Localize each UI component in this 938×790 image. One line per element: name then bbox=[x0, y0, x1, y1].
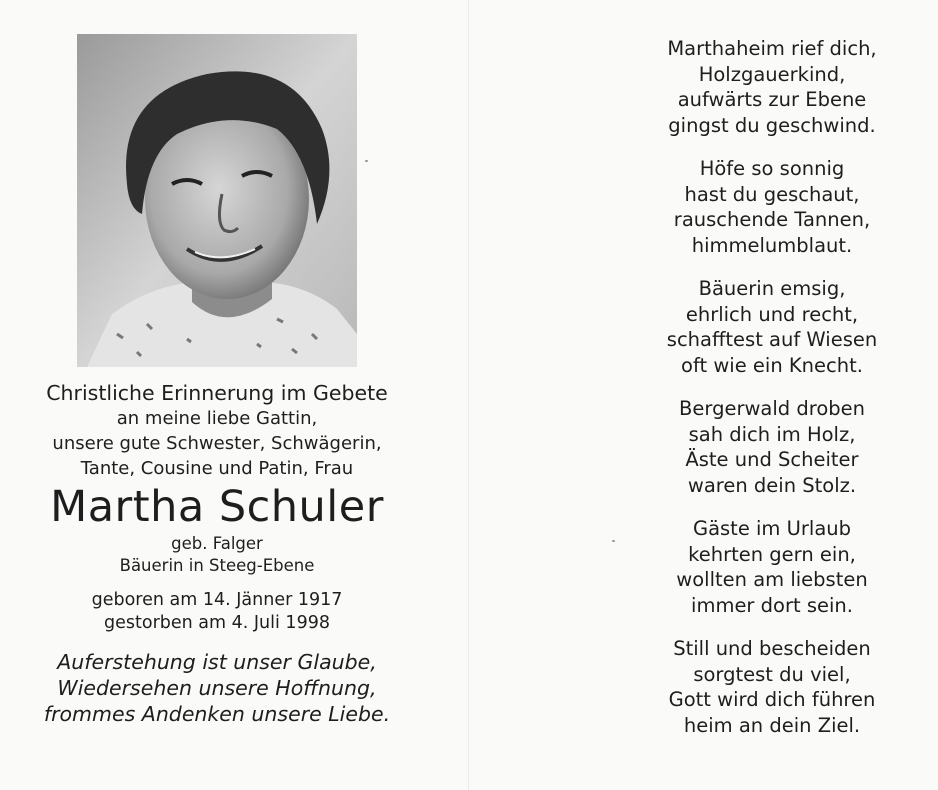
poem-line: immer dort sein. bbox=[691, 593, 853, 617]
motto-line: Auferstehung ist unser Glaube, bbox=[57, 650, 377, 674]
card-text bbox=[22, 380, 412, 727]
portrait-photo bbox=[77, 34, 357, 367]
maiden-name: geb. Falger bbox=[171, 534, 263, 553]
dedication-line: Tante, Cousine und Patin, Frau bbox=[80, 458, 354, 479]
death-date: gestorben am 4. Juli 1998 bbox=[104, 613, 330, 633]
poem-line: sah dich im Holz, bbox=[688, 422, 856, 446]
poem-line: oft wie ein Knecht. bbox=[681, 353, 863, 377]
motto bbox=[22, 649, 412, 727]
poem-line: waren dein Stolz. bbox=[687, 473, 857, 497]
poem-line: wollten am liebsten bbox=[676, 568, 868, 591]
poem-line: Äste und Scheiter bbox=[685, 448, 859, 471]
poem-stanza bbox=[622, 276, 922, 378]
poem-line: Bergerwald droben bbox=[679, 397, 865, 420]
poem-line: Still und bescheiden bbox=[673, 637, 871, 660]
dedication-line: an meine liebe Gattin, bbox=[116, 408, 318, 429]
poem-line: aufwärts zur Ebene bbox=[677, 88, 867, 111]
occupation: Bäuerin in Steeg-Ebene bbox=[119, 556, 315, 575]
birth-date: geboren am 14. Jänner 1917 bbox=[91, 590, 343, 610]
poem-line: Gott wird dich führen bbox=[668, 688, 876, 711]
poem bbox=[622, 36, 922, 756]
poem-line: Bäuerin emsig, bbox=[698, 277, 846, 300]
intro-heading: Christliche Erinnerung im Gebete bbox=[46, 381, 388, 405]
poem-line: schafftest auf Wiesen bbox=[666, 328, 878, 351]
poem-stanza bbox=[622, 156, 922, 258]
poem-stanza bbox=[622, 636, 922, 738]
motto-line: Wiedersehen unsere Hoffnung, bbox=[57, 676, 377, 700]
poem-line: ehrlich und recht, bbox=[685, 302, 859, 326]
poem-line: sorgtest du viel, bbox=[693, 662, 851, 686]
poem-stanza bbox=[622, 516, 922, 618]
deceased-name: Martha Schuler bbox=[50, 482, 384, 532]
poem-line: Holzgauerkind, bbox=[698, 62, 846, 86]
paper-speck bbox=[612, 540, 615, 542]
poem-line: Höfe so sonnig bbox=[699, 157, 845, 180]
motto-line: frommes Andenken unsere Liebe. bbox=[43, 702, 391, 726]
poem-line: Marthaheim rief dich, bbox=[667, 37, 877, 60]
paper-speck bbox=[365, 160, 368, 162]
poem-line: gingst du geschwind. bbox=[668, 113, 876, 137]
poem-line: himmelumblaut. bbox=[691, 233, 853, 257]
poem-line: hast du geschaut, bbox=[684, 182, 860, 206]
poem-line: kehrten gern ein, bbox=[688, 542, 856, 566]
poem-stanza bbox=[622, 36, 922, 138]
poem-line: rauschende Tannen, bbox=[673, 208, 871, 231]
portrait-image bbox=[77, 34, 357, 367]
card-fold bbox=[468, 0, 469, 790]
dedication-line: unsere gute Schwester, Schwägerin, bbox=[52, 433, 382, 454]
life-dates bbox=[22, 589, 412, 635]
poem-line: Gäste im Urlaub bbox=[692, 517, 852, 540]
poem-stanza bbox=[622, 396, 922, 498]
poem-line: heim an dein Ziel. bbox=[683, 713, 861, 737]
